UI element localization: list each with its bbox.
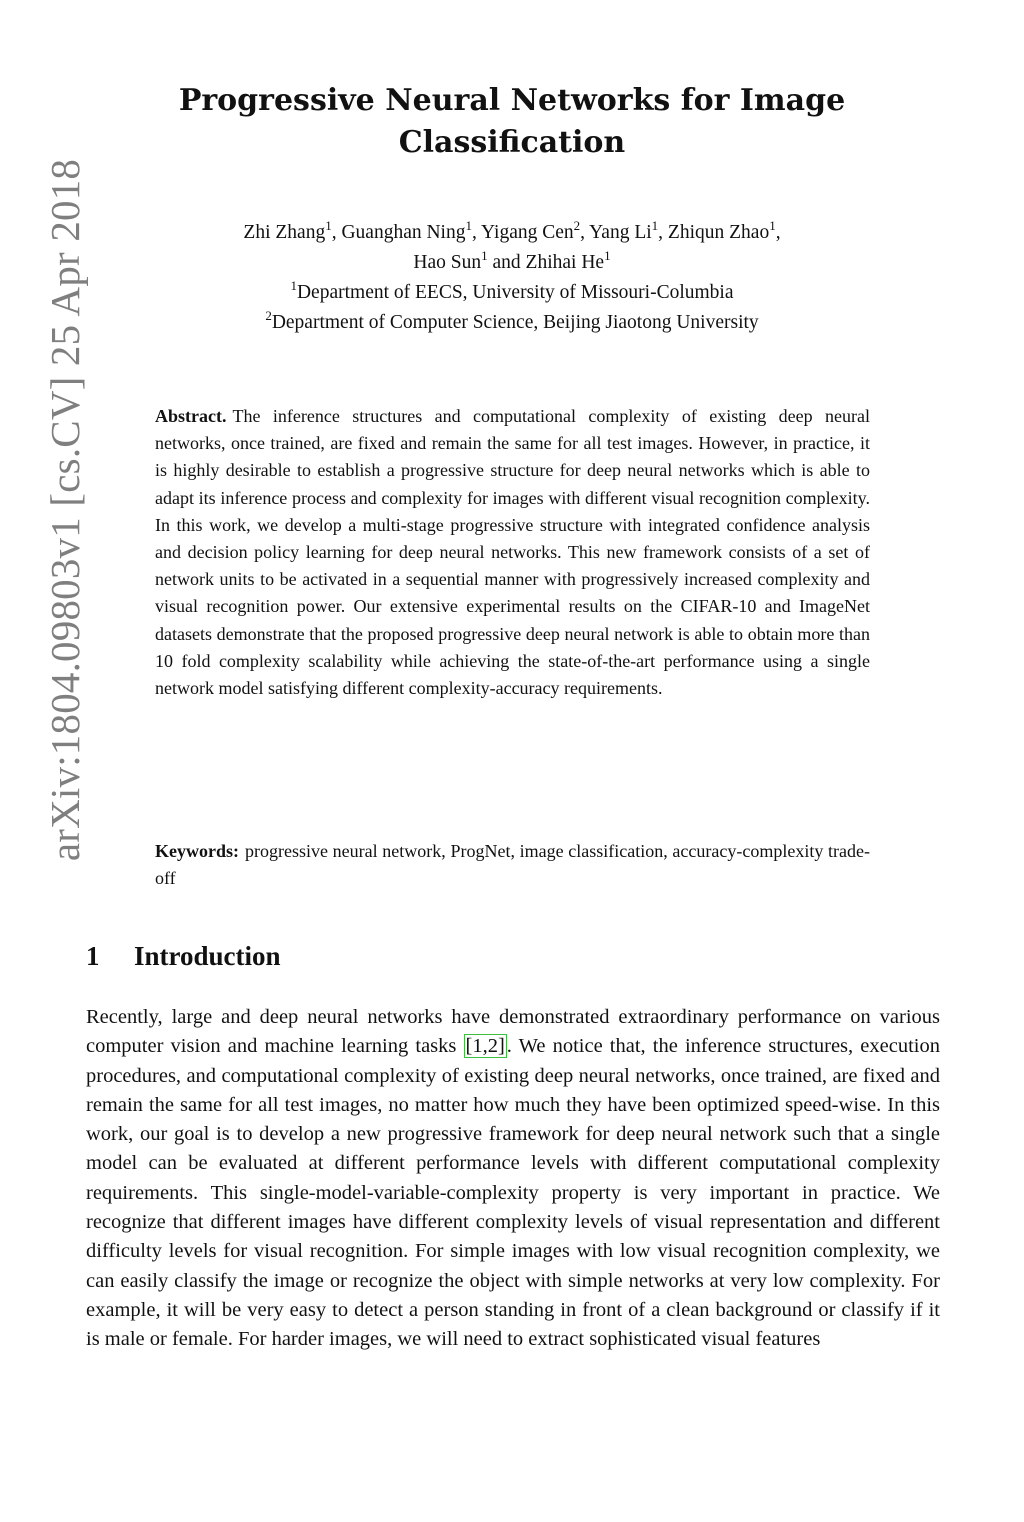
keywords: [155, 838, 870, 892]
paper-title: Progressive Neural Networks for Image Classification: [178, 83, 846, 160]
author: Zhi Zhang$^1$,: [243, 218, 342, 243]
author: Yang Li$^1$,: [589, 218, 668, 243]
author-block: [100, 218, 924, 338]
section-number: 1: [86, 941, 100, 971]
abstract-text: The inference structures and computational complexity of existing deep neural networks, once trained, are fixed and remain the same for all test images. However, in practice, it is highly desirable to establish a progressive structure for deep neural networks which is able to adapt its inference process and complexity for images with different visual recognition complexity. In this work, we develop a multi-stage progressive structure with integrated confidence analysis and decision policy learning for deep neural networks. This new framework consists of a set of network units to be activated in a sequential manner with progressively increased complexity and visual recognition power. Our extensive experimental results on the CIFAR-10 and ImageNet datasets demonstrate that the proposed progressive deep neural network is able to obtain more than 10 fold complexity scalability while achieving the state-of-the-art performance using a single network model satisfying different complexity-accuracy requirements.: [155, 406, 870, 699]
author-line: [100, 218, 924, 248]
abstract-label: Abstract.: [155, 406, 227, 426]
abstract: [155, 403, 870, 702]
intro-paragraph: Recently, large and deep neural networks have demonstrated extraordinary performance on various computer vision and machine learning tasks [1,2]. We notice that, the inference structures, execution procedures, and computational complexity of existing deep neural networks, once trained, are fixed and remain the same for all test images, no matter how much they have been optimized speed-wise. In this work, our goal is to develop a new progressive framework for deep neural network such that a single model can be evaluated at different performance levels with different computational complexity requirements. This single-model-variable-complexity property is very important in practice. We recognize that different images have different complexity levels of visual representation and different difficulty levels for visual recognition. For simple images with low visual recognition complexity, we can easily classify the image or recognize the object with simple networks at very low complexity. For example, it will be very easy to detect a person standing in front of a clean background or classify if it is male or female. For harder images, we will need to extract sophisticated visual features: [86, 1006, 940, 1351]
author: Hao Sun$^1$ and: [413, 248, 526, 273]
arxiv-identifier: arXiv:1804.09803v1 [cs.CV] 25 Apr 2018: [42, 158, 88, 862]
author: Zhiqun Zhao$^1$,: [667, 218, 781, 243]
author: Guanghan Ning$^1$,: [341, 218, 482, 243]
arxiv-sidebar: [42, 70, 88, 950]
section-heading: [86, 938, 281, 974]
author: Zhihai He$^1$: [525, 248, 611, 273]
affiliation: $^1$Department of EECS, University of Missouri-Columbia: [290, 278, 734, 303]
keywords-text: progressive neural network, ProgNet, image classification, accuracy-complexity trade-off: [155, 841, 870, 889]
citation-link[interactable]: [1,2]: [465, 1035, 505, 1058]
keywords-label: Keywords:: [155, 841, 239, 861]
section-title: Introduction: [134, 941, 281, 971]
affiliation: $^2$Department of Computer Science, Beijing Jiaotong University: [265, 308, 759, 333]
author: Yigang Cen$^2$,: [481, 218, 590, 243]
author-line: [100, 248, 924, 278]
